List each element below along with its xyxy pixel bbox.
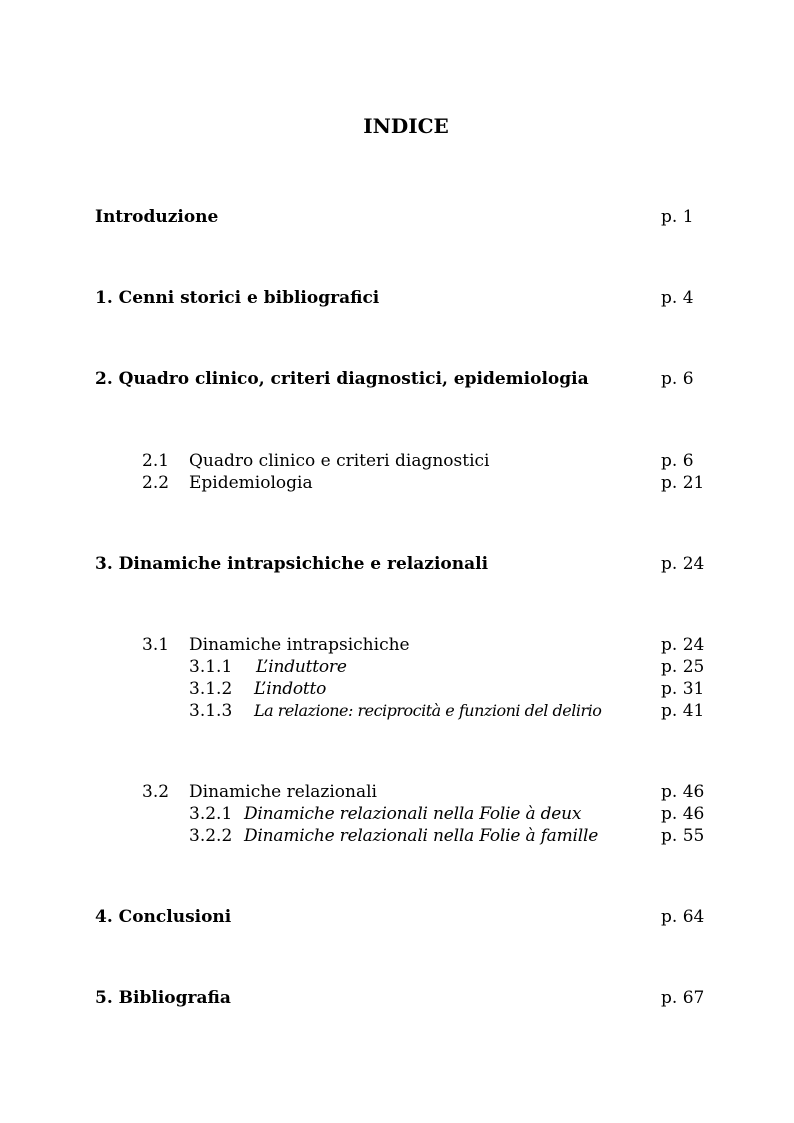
toc-entry-subsection-3-1-3: La relazione: reciprocità e funzioni del delirio [254, 701, 602, 720]
toc-page-chapter-4: p. 64 [661, 907, 705, 927]
toc-entry-section-3-2: Dinamiche relazionali [189, 782, 377, 802]
toc-page-subsection-3-1-3: p. 41 [661, 701, 705, 721]
toc-entry-section-2-1: Quadro clinico e criteri diagnostici [189, 451, 490, 471]
toc-section-number-2-1: 2.1 [142, 451, 170, 471]
toc-page-subsection-3-1-1: p. 25 [661, 657, 705, 677]
toc-page-chapter-3: p. 24 [661, 554, 705, 574]
toc-section-number-3-2: 3.2 [142, 782, 170, 802]
toc-page-section-3-1: p. 24 [661, 635, 705, 655]
toc-entry-introduction: Introduzione [95, 207, 219, 227]
toc-page-introduction: p. 1 [661, 207, 694, 227]
toc-subsection-number-3-1-2: 3.1.2 [189, 679, 233, 699]
toc-page-chapter-5: p. 67 [661, 988, 705, 1008]
toc-page-subsection-3-1-2: p. 31 [661, 679, 705, 699]
toc-entry-chapter-5: 5. Bibliografia [95, 988, 231, 1008]
toc-subsection-number-3-1-1: 3.1.1 [189, 657, 233, 677]
toc-page-section-2-2: p. 21 [661, 473, 705, 493]
toc-page-section-3-2: p. 46 [661, 782, 705, 802]
toc-subsection-number-3-2-2: 3.2.2 [189, 826, 233, 846]
toc-entry-subsection-3-1-1: L’induttore [256, 657, 347, 677]
toc-page-section-2-1: p. 6 [661, 451, 694, 471]
toc-section-number-2-2: 2.2 [142, 473, 170, 493]
toc-entry-subsection-3-2-1: Dinamiche relazionali nella Folie à deux [244, 804, 582, 824]
toc-entry-chapter-2: 2. Quadro clinico, criteri diagnostici, epidemiologia [95, 369, 589, 389]
toc-entry-section-3-1: Dinamiche intrapsichiche [189, 635, 410, 655]
page-title: INDICE [363, 114, 449, 138]
toc-entry-subsection-3-1-2: L’indotto [254, 679, 327, 699]
toc-page-subsection-3-2-2: p. 55 [661, 826, 705, 846]
toc-entry-chapter-3: 3. Dinamiche intrapsichiche e relazionali [95, 554, 489, 574]
toc-entry-section-2-2: Epidemiologia [189, 473, 313, 493]
toc-section-number-3-1: 3.1 [142, 635, 170, 655]
toc-entry-chapter-1: 1. Cenni storici e bibliografici [95, 288, 380, 308]
toc-entry-chapter-4: 4. Conclusioni [95, 907, 232, 927]
toc-entry-subsection-3-2-2: Dinamiche relazionali nella Folie à famille [244, 826, 599, 846]
toc-page-subsection-3-2-1: p. 46 [661, 804, 705, 824]
toc-page-chapter-2: p. 6 [661, 369, 694, 389]
toc-page-chapter-1: p. 4 [661, 288, 694, 308]
toc-subsection-number-3-1-3: 3.1.3 [189, 701, 233, 721]
toc-subsection-number-3-2-1: 3.2.1 [189, 804, 233, 824]
